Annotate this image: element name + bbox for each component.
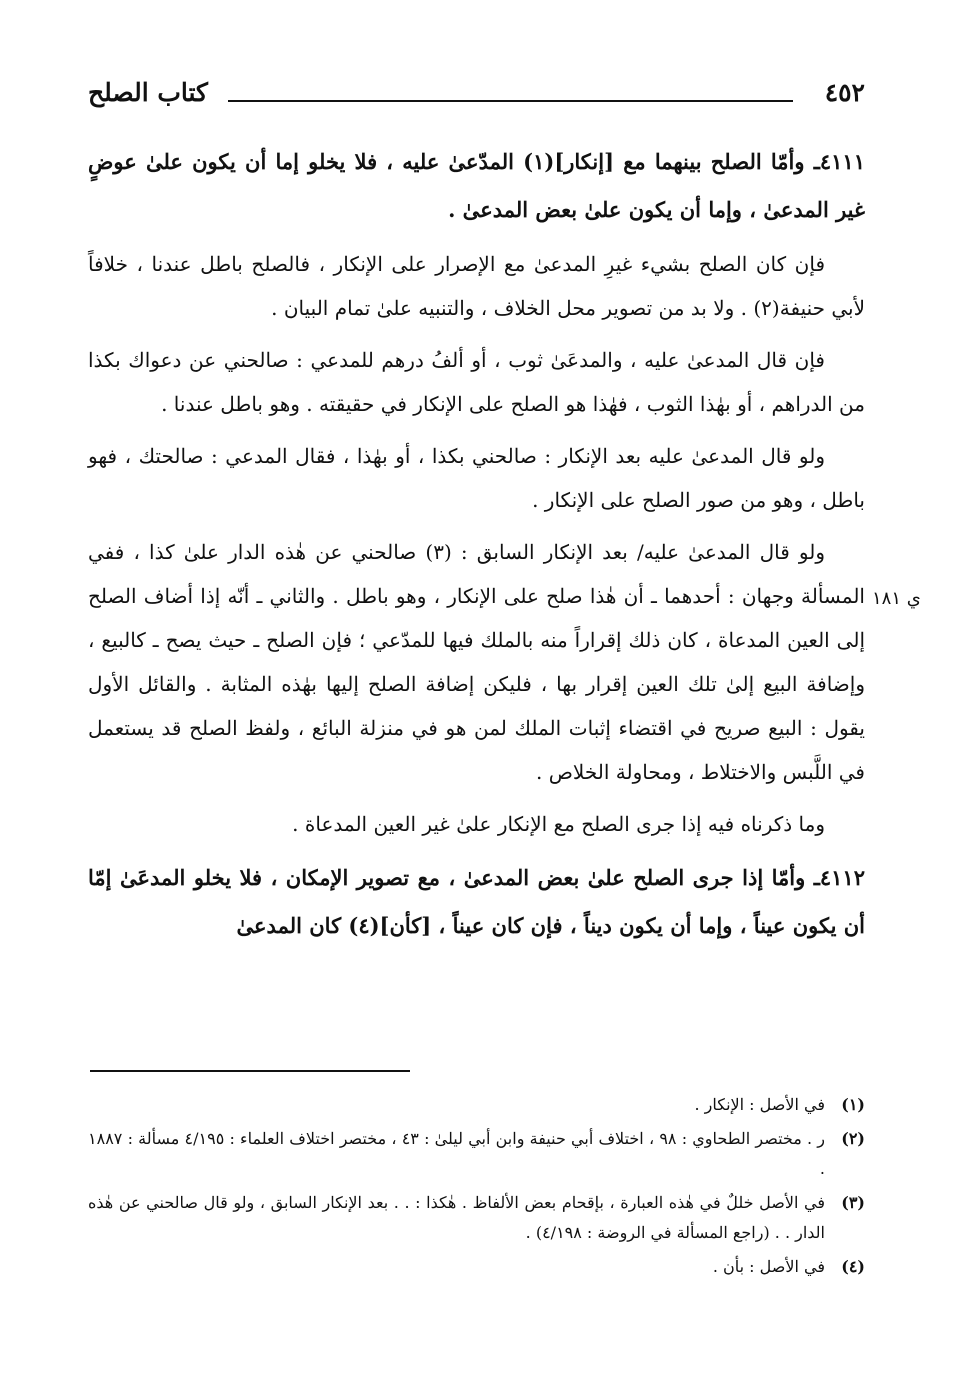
- footnote-text: في الأصل : الإنكار .: [694, 1095, 825, 1114]
- footnote: [88, 1252, 865, 1282]
- footnote-text: ر . مختصر الطحاوي : ٩٨ ، اختلاف أبي حنيفة وابن أبي ليلىٰ : ٤٣ ، مختصر اختلاف العلماء : ٤/١٩٥ مسألة : ١٨٨٧ .: [88, 1129, 825, 1178]
- main-text: [88, 138, 865, 958]
- section-4111: ٤١١١ـ وأمّا الصلح بينهما مع [إنكار](١) المدّعىٰ عليه ، فلا يخلو إما أن يكون علىٰ عوضٍ غير المدعىٰ ، وإما أن يكون علىٰ بعض المدعىٰ .: [88, 149, 865, 222]
- paragraph: ولو قال المدعىٰ عليه/ بعد الإنكار السابق : (٣) صالحني عن هٰذه الدار علىٰ كذا ، ففي المسألة وجهان : أحدهما ـ أن هٰذا صلح على الإنكار ، وهو باطل . والثاني ـ أنّه إذا أضاف الصلح إلى العين المدعاة ، كان ذلك إقراراً منه بالملك فيها للمدّعي ؛ فإن الصلح ـ حيث يصح ـ كالبيع ، وإضافة البيع إلىٰ تلك العين إقرار بها ، فليكن إضافة الصلح إليها بهٰذه المثابة . والقائل الأول يقول : البيع صريح في اقتضاء إثبات الملك لمن هو في منزلة البائع ، ولفظ الصلح قد يستعمل في اللَّبس والاختلاط ، ومحاولة الخلاص .: [88, 540, 865, 784]
- footnote: [88, 1124, 865, 1184]
- section-4112: ٤١١٢ـ وأمّا إذا جرى الصلح علىٰ بعض المدعىٰ ، مع تصوير الإمكان ، فلا يخلو المدعَىٰ إمّا أن يكون عيناً ، وإما أن يكون ديناً ، فإن كان عيناً ، [كأن](٤) كان المدعىٰ: [88, 865, 865, 938]
- paragraph: وما ذكرناه فيه إذا جرى الصلح مع الإنكار علىٰ غير العين المدعاة .: [292, 812, 825, 836]
- page-header: [88, 78, 865, 118]
- footnote-number: (٤): [841, 1257, 865, 1276]
- footnotes: [88, 1090, 865, 1286]
- footnote-number: (٢): [841, 1129, 865, 1148]
- page-number: ٤٥٢: [824, 78, 865, 107]
- book-title: كتاب الصلح: [88, 78, 208, 107]
- footnote-text: في الأصل خللٌ في هٰذه العبارة ، بإقحام بعض الألفاظ . هٰكذا : . . بعد الإنكار السابق ، ولو قال صالحني عن هٰذه الدار . . (راجع المسألة في الروضة : ٤/١٩٨) .: [88, 1193, 825, 1242]
- footnote-text: في الأصل : بأن .: [712, 1257, 825, 1276]
- footnote: [88, 1188, 865, 1248]
- footnote-number: (٣): [841, 1193, 865, 1212]
- footnote: [88, 1090, 865, 1120]
- paragraph: فإن كان الصلح بشيء غيرِ المدعىٰ مع الإصرار على الإنكار ، فالصلح باطل عندنا ، خلافاً لأبي حنيفة(٢) . ولا بد من تصوير محل الخلاف ، والتنبيه علىٰ تمام البيان .: [88, 252, 865, 320]
- footnote-divider: [90, 1070, 410, 1072]
- footnote-number: (١): [841, 1095, 865, 1114]
- margin-reference: ي ١٨١: [872, 588, 921, 609]
- paragraph: فإن قال المدعىٰ عليه ، والمدعَىٰ ثوب ، أو ألفُ درهم للمدعي : صالحني عن دعواك بكذا من الدراهم ، أو بهٰذا الثوب ، فهٰذا هو الصلح على الإنكار في حقيقته . وهو باطل عندنا .: [88, 348, 865, 416]
- header-rule: [228, 100, 793, 102]
- paragraph: ولو قال المدعىٰ عليه بعد الإنكار : صالحني بكذا ، أو بهٰذا ، فقال المدعي : صالحتك ، فهو باطل ، وهو من صور الصلح على الإنكار .: [88, 444, 865, 512]
